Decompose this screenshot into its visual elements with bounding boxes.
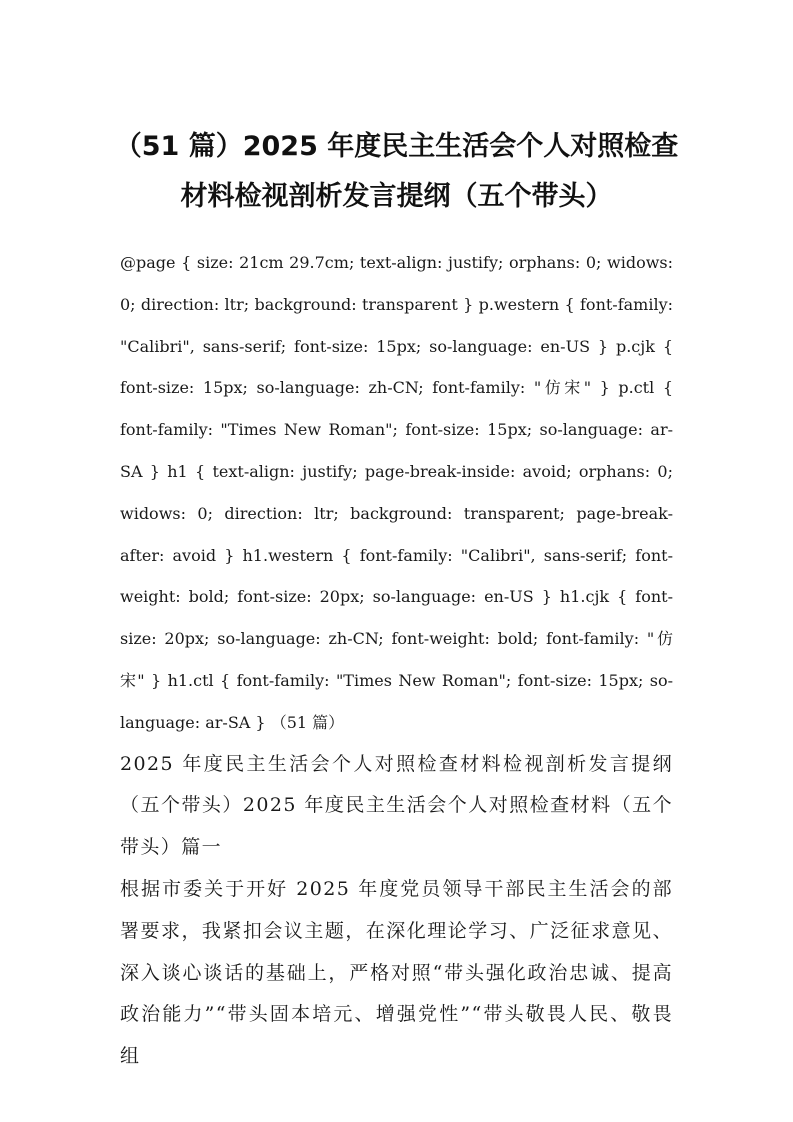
css-style-paragraph: @page { size: 21cm 29.7cm; text-align: justify; orphans: 0; widows: 0; direction: ltr; background: transparent } p.western { font-family: "Calibri", sans-serif; font-size: 15px; so-language: en-US } p.cjk { font-size: 15px; so-language: zh-CN; font-family: "仿宋" } p.ctl { font-family: "Times New Roman"; font-size: 15px; so-language: ar-SA } h1 { text-align: justify; page-break-inside: avoid; orphans: 0; widows: 0; direction: ltr; background: transparent; page-break-after: avoid } h1.western { font-family: "Calibri", sans-serif; font-weight: bold; font-size: 20px; so-language: en-US } h1.cjk { font-size: 20px; so-language: zh-CN; font-weight: bold; font-family: "仿宋" } h1.ctl { font-family: "Times New Roman"; font-size: 15px; so-language: ar-SA } （51 篇） — [120, 253, 673, 732]
body-paragraph-1: 根据市委关于开好 2025 年度党员领导干部民主生活会的部署要求，我紧扣会议主题，在深化理论学习、广泛征求意见、深入谈心谈话的基础上，严格对照“带头强化政治忠诚、提高政治能力”“带头固本培元、增强党性”“带头敬畏人民、敬畏组 — [120, 877, 673, 1068]
heading-continuation-paragraph: 2025 年度民主生活会个人对照检查材料检视剖析发言提纲（五个带头）2025 年度民主生活会个人对照检查材料（五个带头）篇一 — [120, 752, 673, 859]
document-title: （51 篇）2025 年度民主生活会个人对照检查材料检视剖析发言提纲（五个带头） — [114, 131, 679, 212]
document-body — [120, 242, 673, 1078]
